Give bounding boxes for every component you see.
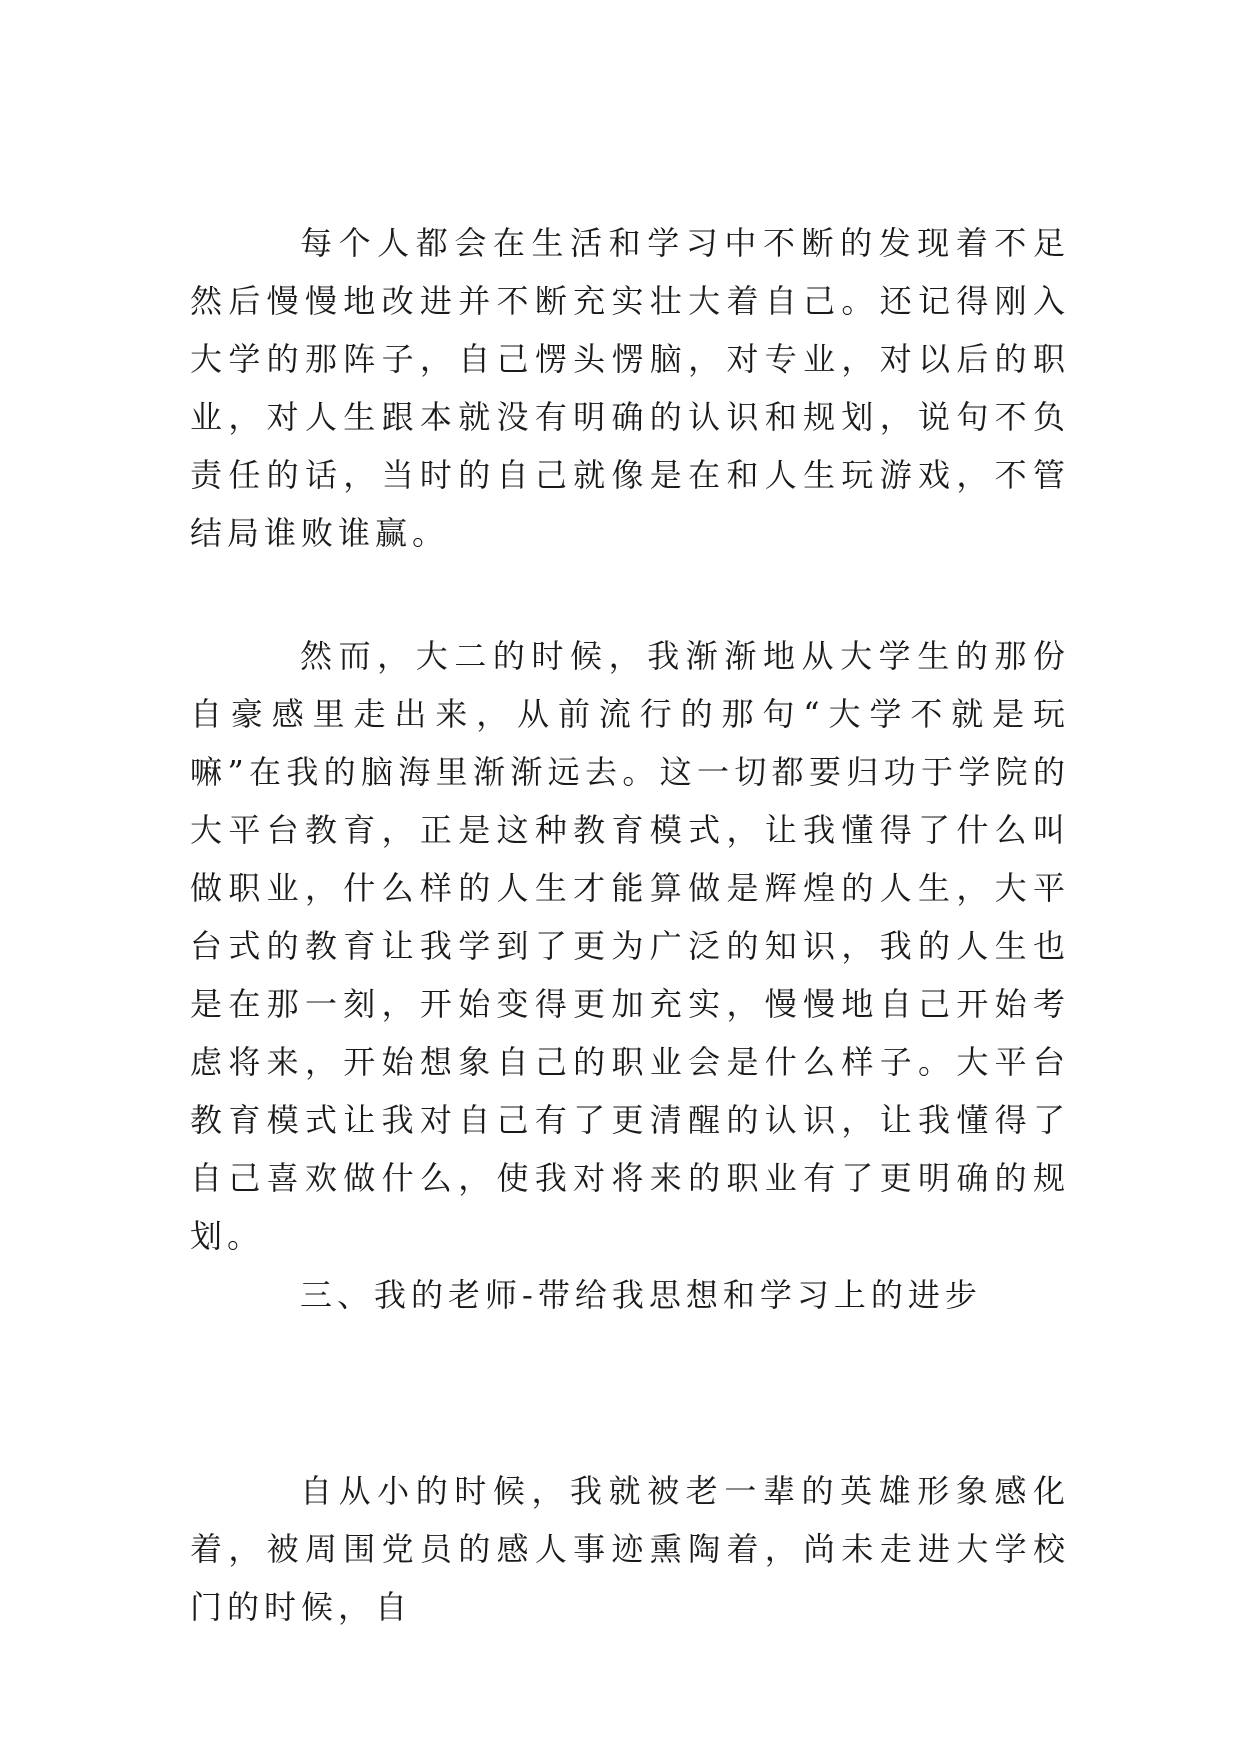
- paragraph-childhood-heroes: 自从小的时候，我就被老一辈的英雄形象感化着，被周围党员的感人事迹熏陶着，尚未走进大学校门的时候，自: [190, 1472, 1070, 1626]
- section-heading-teacher: 三、我的老师-带给我思想和学习上的进步: [300, 1276, 982, 1314]
- paragraph-platform-education: 然而，大二的时候，我渐渐地从大学生的那份自豪感里走出来，从前流行的那句“大学不就是玩嘛”在我的脑海里渐渐远去。这一切都要归功于学院的大平台教育，正是这种教育模式，让我懂得了什么叫做职业，什么样的人生才能算做是辉煌的人生，大平台式的教育让我学到了更为广泛的知识，我的人生也是在那一刻，开始变得更加充实，慢慢地自己开始考虑将来，开始想象自己的职业会是什么样子。大平台教育模式让我对自己有了更清醒的认识，让我懂得了自己喜欢做什么，使我对将来的职业有了更明确的规划。: [190, 637, 1070, 1255]
- paragraph-self-improvement: 每个人都会在生活和学习中不断的发现着不足然后慢慢地改进并不断充实壮大着自己。还记得刚入大学的那阵子，自己愣头愣脑，对专业，对以后的职业，对人生跟本就没有明确的认识和规划，说句不负责任的话，当时的自己就像是在和人生玩游戏，不管结局谁败谁赢。: [190, 224, 1070, 552]
